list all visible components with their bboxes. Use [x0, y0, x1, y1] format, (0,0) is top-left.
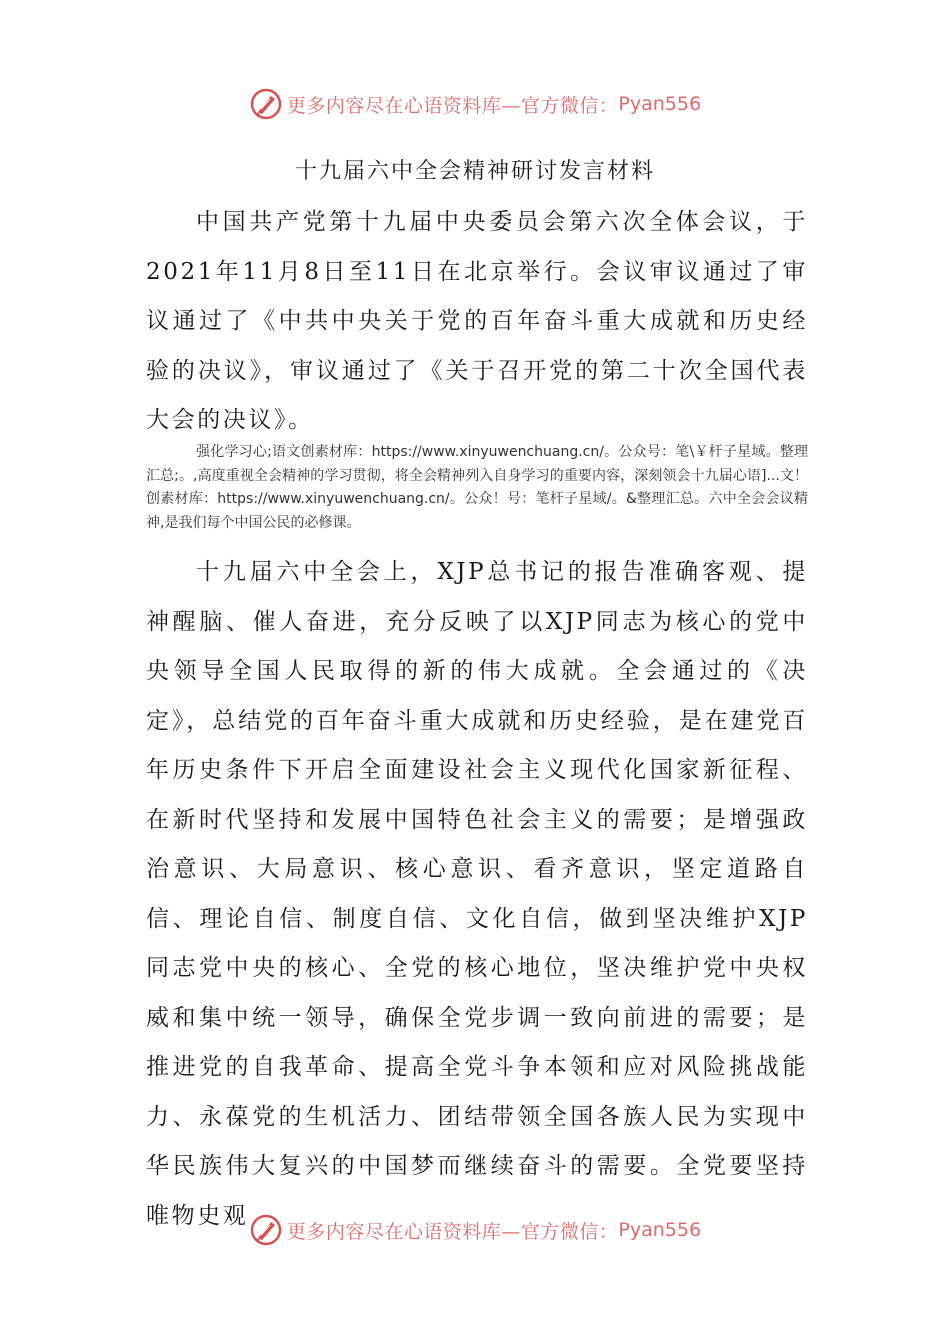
pen-nib-logo-icon: [249, 87, 283, 121]
watermark-account: Pyan556: [618, 93, 702, 115]
paragraph-2: 十九届六中全会上，XJP总书记的报告准确客观、提神醒脑、催人奋进，充分反映了以XJP同志为核心的党中央领导全国人民取得的新的伟大成就。全会通过的《决定》，总结党的百年奋斗重大成就和历史经验，是在建党百年历史条件下开启全面建设社会主义现代化国家新征程、在新时代坚持和发展中国特色社会主义的需要；是增强政治意识、大局意识、核心意识、看齐意识，坚定道路自信、理论自信、制度自信、文化自信，做到坚决维护XJP同志党中央的核心、全党的核心地位，坚决维护党中央权威和集中统一领导，确保全党步调一致向前进的需要；是推进党的自我革命、提高全党斗争本领和应对风险挑战能力、永葆党的生机活力、团结带领全国各族人民为实现中华民族伟大复兴的中国梦而继续奋斗的需要。全党要坚持唯物史观: [146, 559, 808, 1229]
inserted-note: 强化学习心;语文创素材库：https://www.xinyuwenchuang.cn/。公众号：笔\￥杆子星域。整理汇总;。,高度重视全会精神的学习贯彻，将全会精神列入自身学习的重要内容，深刻领会十九届心语]...文！创素材库：https://www.xinyuwenchuang.cn/。公众！号：笔杆子星域/。&整理汇总。六中全会会议精神,是我们每个中国公民的必修课。: [146, 444, 808, 531]
pen-nib-logo-icon: [249, 1213, 283, 1247]
watermark-text: 更多内容尽在心语资料库—官方微信：: [286, 94, 619, 117]
header-watermark: [0, 84, 950, 124]
watermark-text: 更多内容尽在心语资料库—官方微信：: [286, 1220, 619, 1243]
document-title: 十九届六中全会精神研讨发言材料: [294, 159, 655, 184]
footer-watermark: [0, 1210, 950, 1250]
watermark-account: Pyan556: [618, 1219, 702, 1241]
paragraph-1: 中国共产党第十九届中央委员会第六次全体会议，于2021年11月8日至11日在北京举行。会议审议通过了审议通过了《中共中央关于党的百年奋斗重大成就和历史经验的决议》，审议通过了《关于召开党的第二十次全国代表大会的决议》。: [146, 209, 808, 433]
